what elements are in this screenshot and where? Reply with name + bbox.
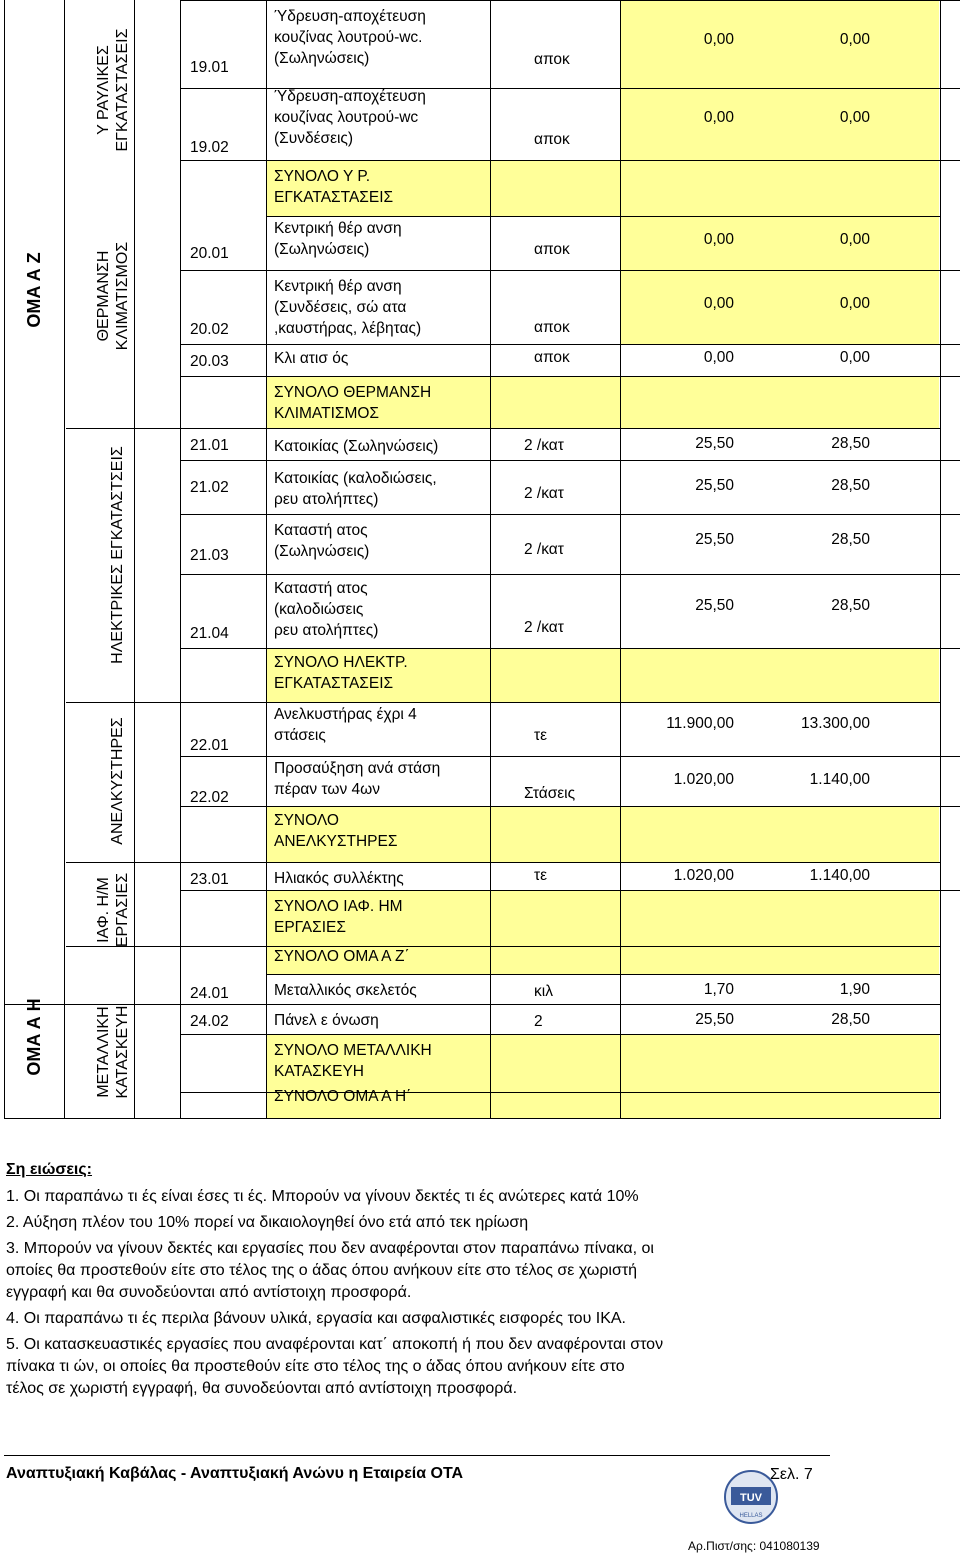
price-max: 28,50 [831, 1011, 870, 1028]
table-rule [266, 216, 940, 217]
price-max: 28,50 [831, 531, 870, 548]
note-line: οποίες θα προστεθούν είτε στο τέλος της ο άδας όπου ανήκουν είτε στο τέλος σε χωριστή [6, 1262, 638, 1279]
table-rule [180, 890, 960, 891]
item-unit: τε [534, 867, 548, 884]
item-description: Κατοικίας (καλοδιώσεις, ρευ ατολήπτες) [274, 470, 437, 508]
price-max: 28,50 [831, 435, 870, 452]
item-description: Ανελκυστήρας έχρι 4 στάσεις [274, 706, 417, 744]
price-max: 0,00 [839, 295, 870, 312]
item-unit: τε [534, 727, 548, 744]
note-line: 4. Οι παραπάνω τι ές περιλα βάνουν υλικά, εργασία και ασφαλιστικές εισφορές του ΙΚΑ. [6, 1310, 626, 1327]
item-description: Ύδρευση-αποχέτευση κουζίνας λουτρού-wc (Συνδέσεις) [274, 88, 426, 147]
item-code: 19.01 [190, 59, 229, 76]
table-rule [180, 756, 960, 757]
svg-text:TUV: TUV [740, 1492, 762, 1504]
item-code: 20.02 [190, 321, 229, 338]
table-rule [180, 460, 960, 461]
table-rule [180, 648, 960, 649]
table-rule [66, 702, 940, 703]
item-code: 20.01 [190, 245, 229, 262]
item-description: ΣΥΝΟΛΟ ΗΛΕΚΤΡ. ΕΓΚΑΤΑΣΤΑΣΕΙΣ [274, 654, 408, 692]
group-label: ΟΜΑ Α Η [24, 998, 44, 1076]
price-min: 25,50 [695, 531, 734, 548]
price-min: 25,50 [695, 477, 734, 494]
item-description: ΣΥΝΟΛΟ Υ Ρ. ΕΓΚΑΤΑΣΤΑΣΕΙΣ [274, 168, 394, 206]
price-min: 1,70 [703, 981, 734, 998]
category-label: Υ ΡΑΥΛΙΚΕΣ ΕΓΚΑΤΑΣΤΑΣΕΙΣ [95, 28, 131, 152]
item-unit: αποκ [534, 241, 570, 258]
note-line: πίνακα τι ών, οι οποίες θα προστεθούν είτε στο τέλος της ο άδας όπου ανήκουν είτε στο [6, 1358, 625, 1375]
price-min: 0,00 [703, 349, 734, 366]
item-description: Κεντρική θέρ ανση (Σωληνώσεις) [274, 220, 402, 258]
item-description: Ύδρευση-αποχέτευση κουζίνας λουτρού-wc. (Σωληνώσεις) [274, 8, 426, 67]
category-label: ΗΛΕΚΤΡΙΚΕΣ ΕΓΚΑΤΑΣΤΣΕΙΣ [109, 446, 126, 664]
price-max: 1.140,00 [809, 771, 870, 788]
table-column-rule [490, 0, 491, 1119]
tuv-logo-icon [676, 1465, 826, 1545]
item-code: 21.01 [190, 437, 229, 454]
item-unit: κιλ [534, 983, 553, 1000]
price-min: 25,50 [695, 435, 734, 452]
table-rule [66, 428, 940, 429]
item-description: ΣΥΝΟΛΟ ΟΜΑ Α Η΄ [274, 1088, 412, 1105]
price-max: 1,90 [839, 981, 870, 998]
item-code: 21.02 [190, 479, 229, 496]
table-rule [66, 862, 940, 863]
notes-title: Ση ειώσεις: [6, 1161, 93, 1178]
price-min: 11.900,00 [666, 715, 734, 732]
table-rule [4, 1004, 940, 1005]
item-description: ΣΥΝΟΛΟ ΜΕΤΑΛΛΙΚΗ ΚΑΤΑΣΚΕΥΗ [274, 1042, 432, 1080]
item-code: 22.01 [190, 737, 229, 754]
table-column-rule [620, 0, 621, 1119]
item-code: 24.02 [190, 1013, 229, 1030]
price-max: 13.300,00 [801, 715, 870, 732]
svg-text:HELLAS: HELLAS [739, 1513, 763, 1519]
note-line: 3. Μπορούν να γίνουν δεκτές και εργασίες που δεν αναφέρονται στον παραπάνω πίνακα, οι [6, 1240, 654, 1257]
table-rule [266, 974, 940, 975]
item-unit: Στάσεις [524, 785, 576, 802]
item-unit: αποκ [534, 349, 570, 366]
note-line: εγγραφή και θα συνοδεύονται από αντίστοιχη προσφορά. [6, 1284, 412, 1301]
item-unit: αποκ [534, 51, 570, 68]
price-max: 1.140,00 [809, 867, 870, 884]
price-max: 0,00 [839, 109, 870, 126]
price-max: 0,00 [839, 349, 870, 366]
category-label: ΘΕΡΜΑΝΣΗ ΚΛΙΜΑΤΙΣΜΟΣ [95, 241, 131, 351]
item-description: ΣΥΝΟΛΟ ΙΑΦ. ΗΜ ΕΡΓΑΣΙΕΣ [274, 898, 403, 936]
price-min: 25,50 [695, 1011, 734, 1028]
item-description: Προσαύξηση ανά στάση πέραν των 4ων [274, 760, 441, 798]
price-max: 0,00 [839, 31, 870, 48]
price-min: 0,00 [703, 231, 734, 248]
price-max: 0,00 [839, 231, 870, 248]
table-rule [180, 376, 960, 377]
table-rule [4, 1118, 940, 1119]
category-label: ΑΝΕΛΚΥΣΤΗΡΕΣ [109, 717, 126, 845]
item-unit: 2 /κατ [524, 541, 564, 558]
price-min: 0,00 [703, 109, 734, 126]
price-min: 0,00 [703, 31, 734, 48]
item-code: 23.01 [190, 871, 229, 888]
table-rule [180, 514, 960, 515]
item-description: Ηλιακός συλλέκτης [274, 870, 404, 887]
item-description: ΣΥΝΟΛΟ ΘΕΡΜΑΝΣΗ ΚΛΙΜΑΤΙΣΜΟΣ [274, 384, 432, 422]
item-description: Καταστή ατος (Σωληνώσεις) [274, 522, 370, 560]
footer-certificate-number: Αρ.Πιστ/σης: 041080139 [688, 1539, 820, 1553]
price-max: 28,50 [831, 597, 870, 614]
item-unit: 2 /κατ [524, 437, 564, 454]
table-column-rule [134, 0, 135, 1119]
item-code: 21.03 [190, 547, 229, 564]
item-code: 19.02 [190, 139, 229, 156]
table-column-rule [4, 0, 5, 1119]
item-description: Μεταλλικός σκελετός [274, 982, 417, 999]
table-rule [180, 806, 960, 807]
item-unit: 2 [534, 1013, 543, 1030]
category-label: ΜΕΤΑΛΛΙΚΗ ΚΑΤΑΣΚΕΥΗ [95, 1005, 131, 1099]
note-line: τέλος σε χωριστή εγγραφή, θα συνοδεύονται από αντίστοιχη προσφορά. [6, 1380, 518, 1397]
table-column-rule [180, 0, 181, 1119]
item-unit: αποκ [534, 319, 570, 336]
item-description: Κλι ατισ ός [274, 350, 349, 367]
price-min: 0,00 [703, 295, 734, 312]
price-min: 25,50 [695, 597, 734, 614]
item-code: 20.03 [190, 353, 229, 370]
category-label: ΙΑΦ. Η/Μ ΕΡΓΑΣΙΕΣ [95, 872, 131, 948]
table-rule [180, 0, 960, 1]
table-rule [180, 344, 960, 345]
table-column-rule [940, 0, 941, 1119]
item-unit: 2 /κατ [524, 619, 564, 636]
table-rule [66, 946, 940, 947]
note-line: 2. Αύξηση πλέον του 10% πορεί να δικαιολογηθεί όνο ετά από τεκ ηρίωση [6, 1214, 529, 1231]
item-description: Πάνελ ε όνωση [274, 1012, 379, 1029]
table-column-rule [266, 0, 267, 1119]
item-unit: 2 /κατ [524, 485, 564, 502]
footer-company: Αναπτυξιακή Καβάλας - Αναπτυξιακή Ανώνυ η Εταιρεία ΟΤΑ [6, 1465, 464, 1482]
table-rule [180, 160, 960, 161]
item-unit: αποκ [534, 131, 570, 148]
item-description: ΣΥΝΟΛΟ ΟΜΑ Α Ζ΄ [274, 948, 410, 965]
item-description: Καταστή ατος (καλοδιώσεις ρευ ατολήπτες) [274, 580, 379, 639]
table-rule [180, 574, 960, 575]
notes-list [6, 1186, 663, 1400]
table-rule [180, 1034, 940, 1035]
table-column-rule [64, 0, 65, 1119]
item-code: 24.01 [190, 985, 229, 1002]
price-max: 28,50 [831, 477, 870, 494]
note-line: 1. Οι παραπάνω τι ές είναι έσες τι ές. Μπορούν να γίνουν δεκτές τι ές ανώτερες κατά 10% [6, 1188, 639, 1205]
item-description: Κατοικίας (Σωληνώσεις) [274, 438, 439, 455]
item-code: 21.04 [190, 625, 229, 642]
item-description: ΣΥΝΟΛΟ ΑΝΕΛΚΥΣΤΗΡΕΣ [274, 812, 398, 850]
item-code: 22.02 [190, 789, 229, 806]
group-label: ΟΜΑ Α Ζ [24, 252, 44, 328]
note-line: 5. Οι κατασκευαστικές εργασίες που αναφέρονται κατ΄ αποκοπή ή που δεν αναφέρονται στον [6, 1336, 664, 1353]
price-min: 1.020,00 [673, 867, 734, 884]
table-rule [180, 270, 960, 271]
footer-rule [4, 1455, 830, 1456]
certification-logo [676, 1465, 826, 1545]
footer-page-number: Σελ. 7 [770, 1466, 813, 1483]
price-min: 1.020,00 [673, 771, 734, 788]
item-description: Κεντρική θέρ ανση (Συνδέσεις, σώ ατα ,καυστήρας, λέβητας) [274, 278, 422, 337]
